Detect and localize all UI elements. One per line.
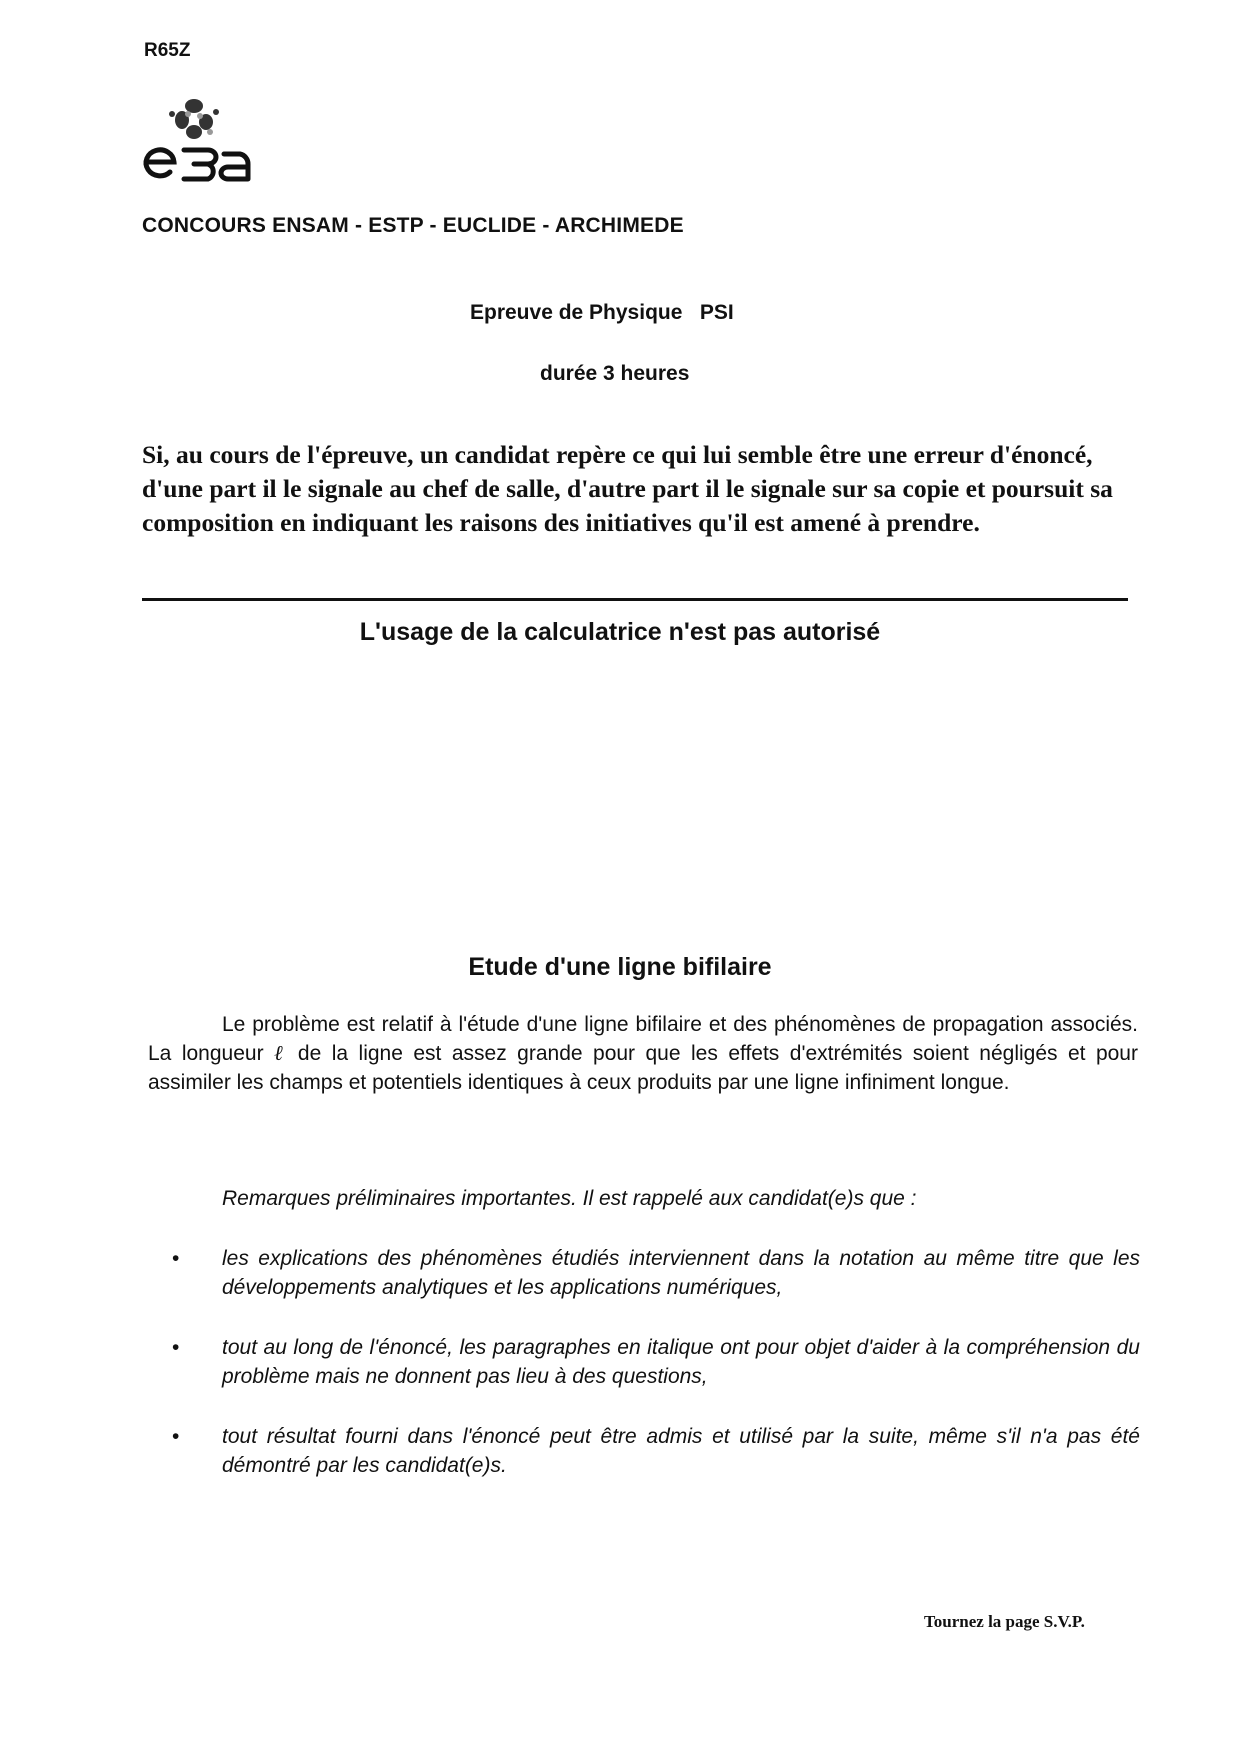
intro-paragraph bbox=[148, 1010, 1138, 1097]
section-title: Etude d'une ligne bifilaire bbox=[468, 953, 772, 981]
bullet-icon: • bbox=[172, 1425, 180, 1448]
list-item-text: tout au long de l'énoncé, les paragraphes en italique ont pour objet d'aider à la compréhension du problème mais ne donnent pas lieu à des questions, bbox=[222, 1336, 1140, 1388]
intro-text-part2: de la ligne est assez grande pour que les effets d'extrémités soient négligés et pour assimiler les champs et potentiels identiques à ceux produits par une ligne infiniment longue. bbox=[148, 1042, 1138, 1094]
epreuve-title: Epreuve de Physique PSI bbox=[470, 301, 734, 324]
duration: durée 3 heures bbox=[540, 362, 690, 385]
calculator-notice: L'usage de la calculatrice n'est pas autorisé bbox=[359, 618, 881, 646]
bullet-icon: • bbox=[172, 1336, 180, 1359]
list-item-text: les explications des phénomènes étudiés interviennent dans la notation au même titre que les développements analytiques et les applications numériques, bbox=[222, 1247, 1140, 1299]
concours-title: CONCOURS ENSAM - ESTP - EUCLIDE - ARCHIMEDE bbox=[142, 214, 684, 237]
error-reporting-notice: Si, au cours de l'épreuve, un candidat repère ce qui lui semble être une erreur d'énoncé, d'une part il le signale au chef de salle, d'autre part il le signale sur sa copie et poursuit sa composition en indiquant les raisons des initiatives qu'il est amené à prendre. bbox=[142, 440, 1113, 537]
horizontal-divider bbox=[142, 598, 1128, 601]
list-item-text: tout résultat fourni dans l'énoncé peut être admis et utilisé par la suite, même s'il n'a pas été démontré par les candidat(e)s. bbox=[222, 1425, 1140, 1477]
e3a-logo-wordmark bbox=[140, 132, 260, 184]
turn-page-footer: Tournez la page S.V.P. bbox=[924, 1612, 1085, 1631]
intro-text-part1: Le problème est relatif à l'étude d'une ligne bifilaire et des phénomènes de propagation associés. La longueur bbox=[148, 1013, 1138, 1065]
remarks-title: Remarques préliminaires importantes. Il est rappelé aux candidat(e)s que : bbox=[222, 1187, 917, 1210]
exam-code: R65Z bbox=[144, 40, 191, 61]
length-symbol: ℓ bbox=[274, 1041, 288, 1065]
bullet-icon: • bbox=[172, 1247, 180, 1270]
